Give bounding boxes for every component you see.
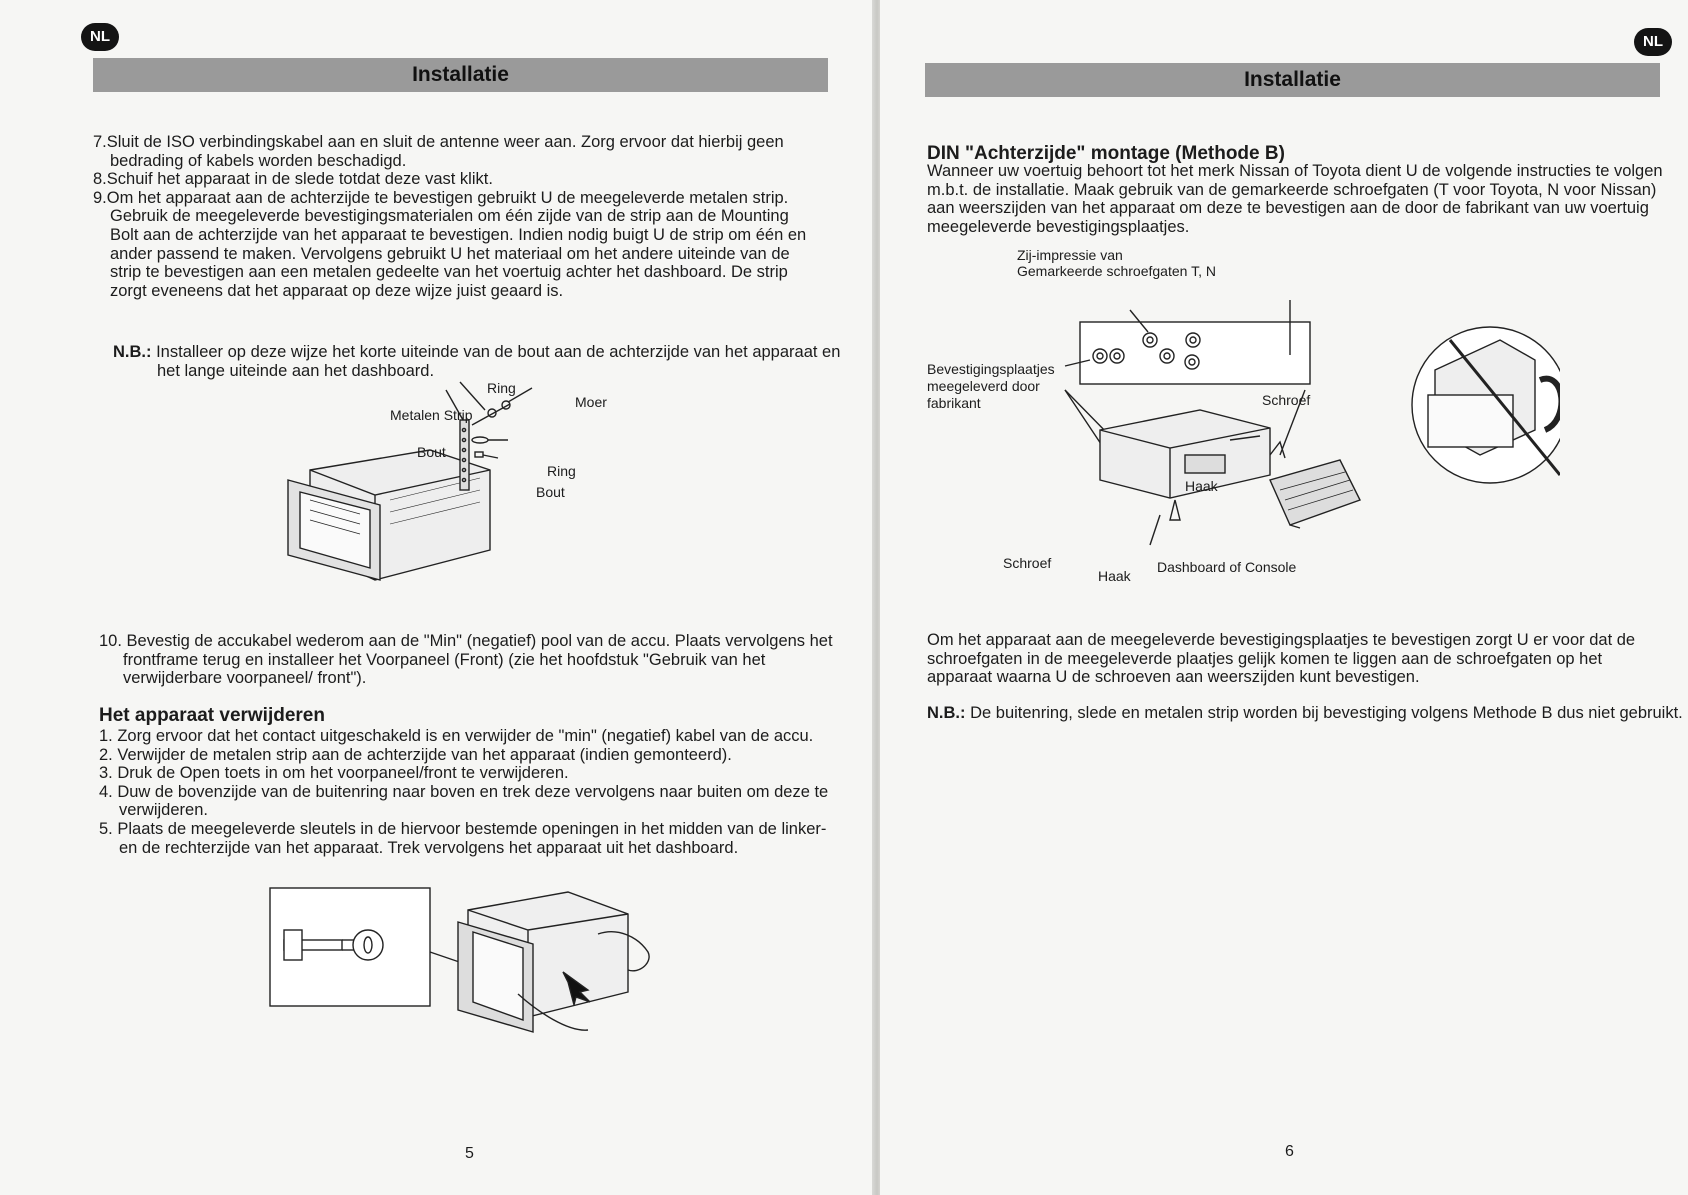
- label-schroef-right: Schroef: [1262, 392, 1311, 408]
- method-b-illustration: [980, 280, 1560, 580]
- note-right: [927, 704, 1688, 723]
- remove-step-1: 1. Zorg ervoor dat het contact uitgeschakeld is en verwijder de "min" (negatief) kabel van de accu.: [99, 727, 814, 745]
- remove-heading: Het apparaat verwijderen: [99, 705, 325, 726]
- remove-step-4: 4. Duw de bovenzijde van de buitenring naar boven en trek deze vervolgens naar buiten om deze te verwijderen.: [99, 782, 829, 820]
- section-text: Wanneer uw voertuig behoort tot het merk Nissan of Toyota dient U de volgende instructies te volgen m.b.t. de installatie. Maak gebruik van de gemarkeerde schroefgaten (T voor Toyota, N voor Nissan) aan weerszijden van het apparaat om deze te bevestigen aan de door de fabrikant van uw voertuig meegeleverde bevestigingsplaatjes.: [927, 162, 1663, 236]
- page-number: 5: [465, 1145, 474, 1162]
- step-8: 8.Schuif het apparaat in de slede totdat deze vast klikt.: [93, 170, 493, 189]
- step-9: 9.Om het apparaat aan de achterzijde te bevestigen gebruikt U de meegeleverde metalen strip. Gebruik de meegeleverde bevestigingsmaterialen om één zijde van de strip aan de Mounting Bolt aan de achterzijde van het apparaat te bevestigen. Indien nodig buigt U de strip om één en ander passend te maken. Vervolgens gebruikt U het materiaal om het andere uiteinde van de strip te bevestigen aan een metalen gedeelte van het voertuig achter het dashboard. De strip zorgt eveneens dat het apparaat op deze wijze juist geaard is.: [93, 188, 807, 300]
- label-ring-right: Ring: [547, 463, 576, 479]
- label-haak-mid: Haak: [1185, 478, 1218, 494]
- right-page: [880, 0, 1688, 1195]
- steps-top: [93, 133, 818, 300]
- note-left: [113, 343, 857, 380]
- note-text: Installeer op deze wijze het korte uiteinde van de bout aan de achterzijde van het apparaat en het lange uiteinde aan het dashboard.: [156, 343, 841, 380]
- section-title: DIN "Achterzijde" montage (Methode B): [927, 143, 1285, 164]
- step-7: 7.Sluit de ISO verbindingskabel aan en sluit de antenne weer aan. Zorg ervoor dat hierbij geen bedrading of kabels worden beschadigd.: [93, 133, 784, 170]
- label-bout-right: Bout: [536, 484, 565, 500]
- label-ring-top: Ring: [487, 380, 516, 396]
- language-badge: NL: [1634, 28, 1672, 56]
- page-number: 6: [1285, 1143, 1294, 1160]
- label-metalen-strip: Metalen Strip: [390, 407, 473, 423]
- label-bevestigingsplaatjes: Bevestigingsplaatjes: [927, 361, 1055, 377]
- language-badge: NL: [81, 23, 119, 51]
- label-meegeleverd: meegeleverd door: [927, 378, 1040, 394]
- label-zij-impressie: Zij-impressie van: [1017, 247, 1123, 263]
- label-dashboard: Dashboard of Console: [1157, 559, 1297, 575]
- label-haak-bottom: Haak: [1098, 568, 1131, 584]
- label-moer: Moer: [575, 394, 607, 410]
- section-header: Installatie: [93, 58, 828, 92]
- remove-step-3: 3. Druk de Open toets in om het voorpaneel/front te verwijderen.: [99, 764, 569, 783]
- label-bout-left: Bout: [417, 444, 446, 460]
- note-label: N.B.:: [113, 343, 152, 361]
- note-label: N.B.:: [927, 704, 966, 722]
- section-header: Installatie: [925, 63, 1660, 97]
- label-schroef-left: Schroef: [1003, 555, 1052, 571]
- removal-illustration: [268, 882, 678, 1042]
- label-fabrikant: fabrikant: [927, 395, 981, 411]
- remove-steps: [99, 727, 834, 857]
- note-text: De buitenring, slede en metalen strip worden bij bevestiging volgens Methode B dus niet gebruikt.: [970, 704, 1683, 722]
- step-10: 10. Bevestig de accukabel wederom aan de "Min" (negatief) pool van de accu. Plaats vervolgens het frontframe terug en installeer het Voorpaneel (Front) (zie het hoofdstuk "Gebruik van het verwijderbare voorpaneel/ front").: [99, 632, 833, 688]
- remove-step-2: 2. Verwijder de metalen strip aan de achterzijde van het apparaat (indien gemonteerd).: [99, 745, 732, 764]
- paragraph: Om het apparaat aan de meegeleverde bevestigingsplaatjes te bevestigen zorgt U er voor dat de schroefgaten in de meegeleverde plaatjes gelijk komen te liggen aan de schroefgaten op het apparaat waarna U de schroeven aan weerszijden kunt bevestigen.: [927, 631, 1636, 687]
- remove-step-5: 5. Plaats de meegeleverde sleutels in de hiervoor bestemde openingen in het midden van de linker- en de rechterzijde van het apparaat. Trek vervolgens het apparaat uit het dashboard.: [99, 819, 827, 857]
- label-gemarkeerde: Gemarkeerde schroefgaten T, N: [1017, 263, 1216, 279]
